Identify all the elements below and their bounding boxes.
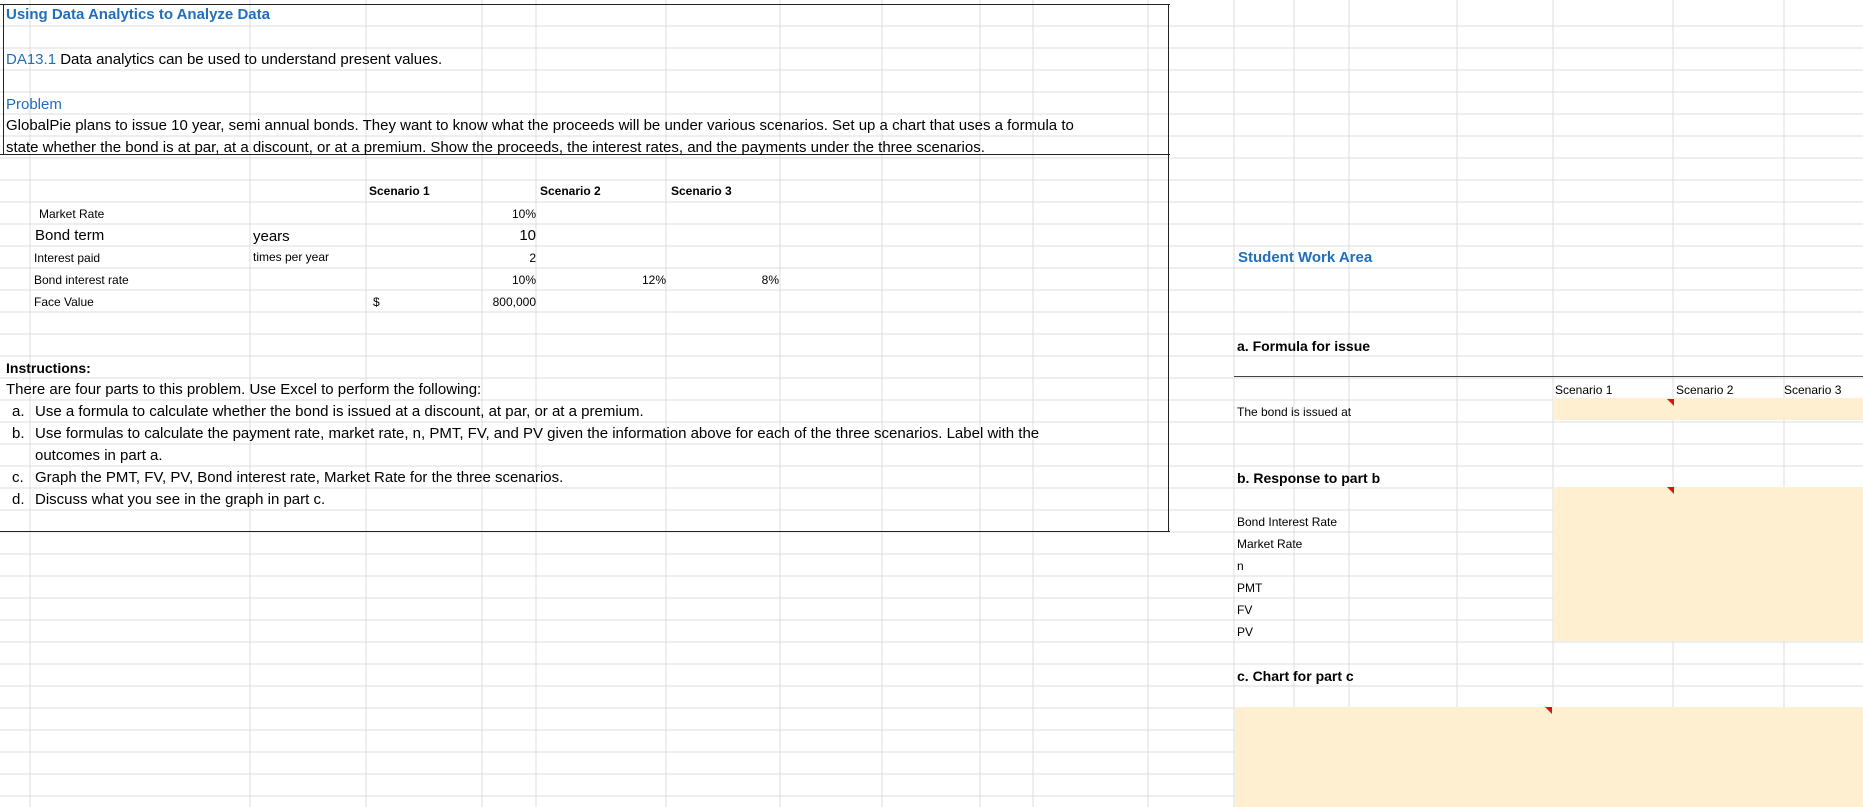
work-scenario-1-header: Scenario 1 — [1555, 383, 1613, 397]
work-scenario-3-header: Scenario 3 — [1784, 383, 1842, 397]
scenario-3-header: Scenario 3 — [671, 184, 732, 198]
scenario-1-header: Scenario 1 — [369, 184, 430, 198]
bond-term-label: Bond term — [35, 227, 105, 244]
problem-box-top-border — [0, 4, 1170, 5]
interest-paid-s1[interactable]: 2 — [529, 251, 536, 265]
part-b-row-label: PMT — [1237, 581, 1263, 595]
scenario-2-header: Scenario 2 — [540, 184, 601, 198]
face-value-currency: $ — [373, 295, 380, 309]
instructions-intro: There are four parts to this problem. Use Excel to perform the following: — [6, 381, 482, 398]
instructions-heading: Instructions: — [6, 360, 91, 376]
face-value-s1[interactable]: 800,000 — [492, 295, 536, 309]
comment-indicator[interactable] — [1667, 399, 1674, 406]
issue-row-label: The bond is issued at — [1237, 405, 1352, 419]
part-b-row-label: n — [1237, 559, 1244, 573]
instruction-letter: d. — [12, 491, 25, 508]
part-b-answer-cells[interactable] — [1553, 487, 1863, 641]
bond-interest-rate-label: Bond interest rate — [34, 273, 129, 287]
face-value-label: Face Value — [34, 295, 94, 309]
part-a-heading: a. Formula for issue — [1237, 338, 1371, 354]
problem-text-line2: state whether the bond is at par, at a discount, or at a premium. Show the proceeds, the interest rates, and the payments under the three scenarios. — [6, 139, 985, 156]
bond-term-s1[interactable]: 10 — [519, 227, 536, 244]
instruction-text: Use a formula to calculate whether the bond is issued at a discount, at par, or at a premium. — [35, 403, 644, 420]
comment-indicator[interactable] — [1667, 487, 1674, 494]
problem-text-line1: GlobalPie plans to issue 10 year, semi annual bonds. They want to know what the proceeds will be under various scenarios. Set up a chart that uses a formula to — [6, 117, 1074, 134]
instruction-text: Use formulas to calculate the payment rate, market rate, n, PMT, FV, and PV given the information above for each of the three scenarios. Label with the — [35, 425, 1040, 442]
chart-area[interactable] — [1235, 707, 1863, 807]
part-b-row-label: FV — [1237, 603, 1253, 617]
interest-paid-unit: times per year — [253, 250, 330, 264]
work-area-title: Student Work Area — [1238, 249, 1373, 266]
market-rate-label: Market Rate — [39, 207, 105, 221]
instruction-text: outcomes in part a. — [35, 447, 163, 464]
instruction-letter: c. — [12, 469, 24, 486]
work-scenario-2-header: Scenario 2 — [1676, 383, 1734, 397]
bond-interest-rate-s1[interactable]: 10% — [511, 273, 536, 287]
bond-interest-rate-s3[interactable]: 8% — [761, 273, 779, 287]
problem-heading: Problem — [6, 96, 62, 113]
interest-paid-label: Interest paid — [34, 251, 101, 265]
part-c-heading: c. Chart for part c — [1237, 668, 1354, 684]
problem-box-bottom-border — [0, 531, 1170, 532]
instruction-letter: b. — [12, 425, 25, 442]
instruction-text: Graph the PMT, FV, PV, Bond interest rate, Market Rate for the three scenarios. — [35, 469, 564, 486]
issue-answer-cells[interactable] — [1553, 398, 1863, 420]
part-b-row-label: PV — [1237, 625, 1254, 639]
prompt-text: Data analytics can be used to understand present values. — [56, 51, 443, 68]
part-b-row-label: Bond Interest Rate — [1237, 515, 1338, 529]
instruction-letter: a. — [12, 403, 25, 420]
comment-indicator[interactable] — [1545, 707, 1552, 714]
problem-left-border — [3, 4, 4, 154]
bond-interest-rate-s2[interactable]: 12% — [641, 273, 666, 287]
part-b-heading: b. Response to part b — [1237, 470, 1381, 486]
problem-box-right-border — [1168, 4, 1169, 532]
bond-term-unit: years — [253, 228, 290, 245]
instruction-text: Discuss what you see in the graph in part c. — [35, 491, 326, 508]
prompt-line — [6, 52, 442, 67]
prompt-code: DA13.1 — [6, 51, 57, 68]
sheet-title: Using Data Analytics to Analyze Data — [6, 6, 270, 23]
market-rate-s1[interactable]: 10% — [511, 207, 536, 221]
work-area-divider — [1234, 376, 1863, 377]
part-b-row-label: Market Rate — [1237, 537, 1303, 551]
